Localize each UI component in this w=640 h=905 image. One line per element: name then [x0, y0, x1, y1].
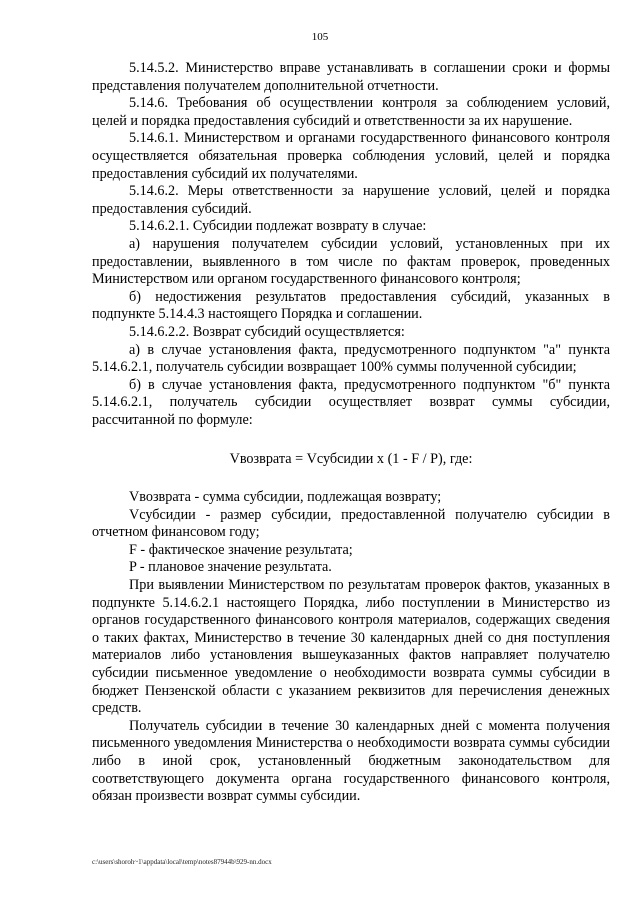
return-formula: Vвозврата = Vсубсидии x (1 - F / P), где:	[229, 451, 473, 468]
footer-file-path: c:\users\shoroh~1\appdata\local\temp\notes87944b\929-nn.docx	[92, 858, 272, 866]
formula-definition-f: F - фактическое значение результата;	[129, 541, 353, 558]
paragraph-5-14-6-2-2: 5.14.6.2.2. Возврат субсидий осуществляется:	[129, 323, 405, 340]
formula-definition-vreturn: Vвозврата - сумма субсидии, подлежащая возврату;	[129, 489, 442, 506]
paragraph-5-14-6-1: 5.14.6.1. Министерством и органами государственного финансового контроля осуществляется обязательная проверка соблюдения условий, целей и порядка предоставления субсидий их получателями.	[92, 130, 610, 182]
paragraph-5-14-6-2: 5.14.6.2. Меры ответственности за нарушение условий, целей и порядка предоставления субсидий.	[92, 183, 610, 217]
paragraph-return-obligation: Получатель субсидии в течение 30 календарных дней с момента получения письменного уведомления Министерства о необходимости возврата суммы субсидии либо в иной срок, установленный бюджетным законодательством для соответствующего документа органа государственного финансового контроля, обязан произвести возврат суммы субсидии.	[92, 717, 610, 805]
formula-definition-vsubsidy: Vсубсидии - размер субсидии, предоставленной получателю субсидии в отчетном финансовом году;	[92, 506, 610, 541]
paragraph-5-14-5-2: 5.14.5.2. Министерство вправе устанавливать в соглашении сроки и формы представления получателем дополнительной отчетности.	[92, 60, 610, 94]
list-item-b-formula-return: б) в случае установления факта, предусмотренного подпунктом "б" пункта 5.14.6.2.1, получатель субсидии осуществляет возврат суммы субсидии, рассчитанной по формуле:	[92, 376, 610, 428]
list-item-a-full-return: а) в случае установления факта, предусмотренного подпунктом "а" пункта 5.14.6.2.1, получатель субсидии возвращает 100% суммы полученной субсидии;	[92, 341, 610, 376]
formula-definition-p: P - плановое значение результата.	[129, 559, 332, 576]
list-item-a-violation: а) нарушения получателем субсидии условий, установленных при их предоставлении, выявленного в том числе по фактам проверок, проведенных Министерством или органом государственного финансового контроля;	[92, 235, 610, 288]
page-number: 105	[311, 31, 329, 43]
paragraph-5-14-6-2-1: 5.14.6.2.1. Субсидии подлежат возврату в случае:	[129, 218, 427, 235]
document-body	[92, 60, 610, 806]
paragraph-notification: При выявлении Министерством по результатам проверок фактов, указанных в подпункте 5.14.6.2.1 настоящего Порядка, либо поступлении в Министерство из органов государственного финансового контроля материалов, содержащих сведения о таких фактах, Министерство в течение 30 календарных дней со дня поступления материалов либо установления вышеуказанных фактов направляет получателю субсидии письменное уведомление о необходимости возврата суммы субсидии в бюджет Пензенской области с указанием реквизитов для перечисления денежных средств.	[92, 577, 610, 717]
list-item-b-nonachievement: б) недостижения результатов предоставления субсидий, указанных в подпункте 5.14.4.3 настоящего Порядка и соглашении.	[92, 288, 610, 323]
paragraph-5-14-6: 5.14.6. Требования об осуществлении контроля за соблюдением условий, целей и порядка предоставления субсидий и ответственности за их нарушение.	[92, 95, 610, 129]
